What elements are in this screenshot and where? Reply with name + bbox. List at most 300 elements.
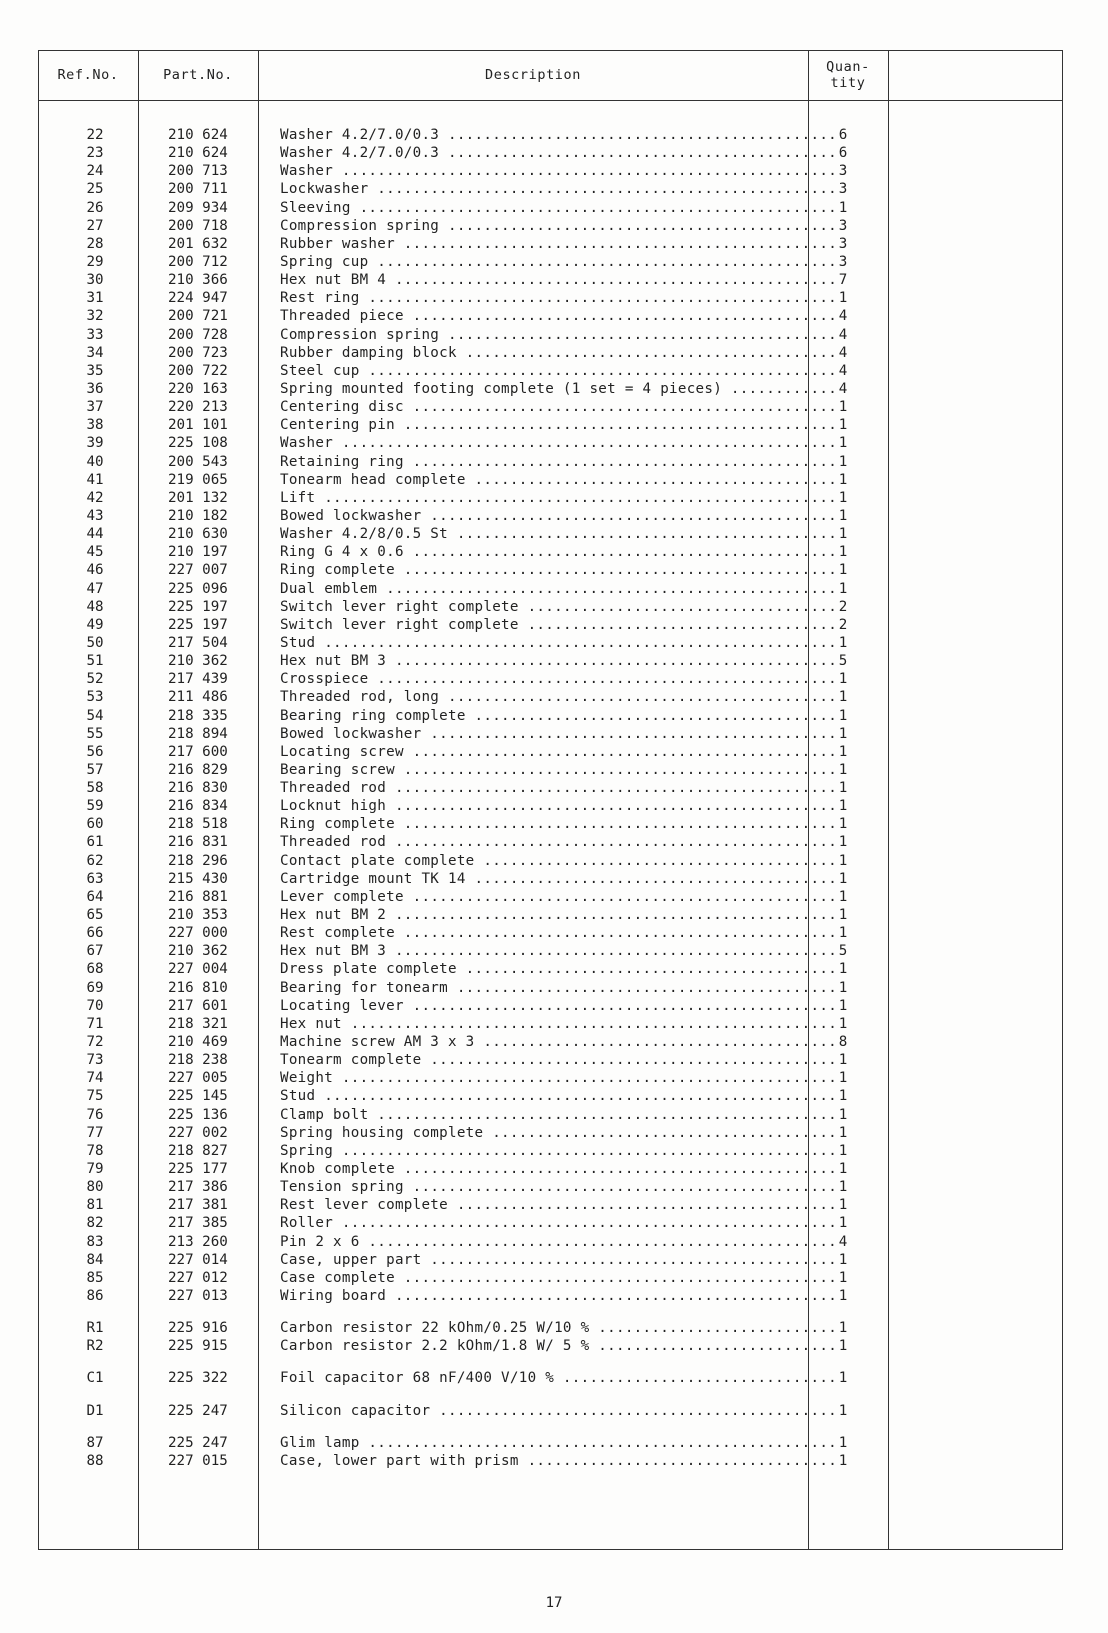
description-cell [276,833,835,851]
description-cell [276,344,835,362]
quantity-cell: 1 [838,199,848,216]
table-row [38,761,1063,779]
table-row [38,561,1063,579]
ref-no-cell: 58 [86,780,104,797]
description-text: Spring mounted footing complete (1 set = 4 pieces) [280,380,723,397]
description-text: Carbon resistor 2.2 kOhm/1.8 W/ 5 % [280,1338,590,1355]
quantity-cell: 1 [838,435,848,452]
leader-dots [386,798,835,814]
ref-no-cell: 30 [86,272,104,289]
description-cell [276,1287,835,1305]
table-row [38,362,1063,380]
leader-dots [395,562,835,578]
table-row [38,235,1063,253]
leader-dots [360,290,835,306]
part-no-cell: 225 177 [168,1161,228,1178]
table-row [38,1069,1063,1087]
description-text: Lift [280,489,316,506]
leader-dots [404,744,835,760]
part-no-cell: 225 197 [168,598,228,615]
description-cell [276,1251,835,1269]
description-cell [276,924,835,942]
description-text: Centering pin [280,417,395,434]
quantity-cell: 6 [838,145,848,162]
ref-no-cell: 56 [86,743,104,760]
quantity-cell: 1 [838,1251,848,1268]
table-row [38,942,1063,960]
leader-dots [404,889,835,905]
description-cell [276,217,835,235]
ref-no-cell: 38 [86,417,104,434]
leader-dots [342,1016,835,1032]
quantity-cell: 1 [838,1452,848,1469]
table-row [38,960,1063,978]
description-text: Ring G 4 x 0.6 [280,544,404,561]
leader-dots [404,998,835,1014]
description-cell [276,1319,835,1337]
description-text: Tonearm head complete [280,471,466,488]
leader-dots [404,1179,835,1195]
description-cell [276,707,835,725]
ref-no-cell: 32 [86,308,104,325]
ref-no-cell: 85 [86,1269,104,1286]
table-row [38,688,1063,706]
leader-dots [466,708,835,724]
leader-dots [360,1234,835,1250]
table-row [38,344,1063,362]
ref-no-cell: 82 [86,1215,104,1232]
part-no-cell: 225 915 [168,1338,228,1355]
part-no-cell: 210 366 [168,272,228,289]
header-ref-no: Ref.No. [57,67,119,83]
ref-no-cell: 72 [86,1034,104,1051]
quantity-cell: 1 [838,1215,848,1232]
description-text: Bearing screw [280,761,395,778]
ref-no-cell: 69 [86,979,104,996]
quantity-cell: 1 [838,907,848,924]
description-text: Foil capacitor 68 nF/400 V/10 % [280,1370,555,1387]
quantity-cell: 1 [838,852,848,869]
description-cell [276,725,835,743]
part-no-cell: 210 624 [168,127,228,143]
quantity-cell: 4 [838,344,848,361]
part-no-cell: 225 322 [168,1370,228,1387]
quantity-cell: 1 [838,780,848,797]
description-text: Crosspiece [280,671,369,688]
ref-no-cell: 55 [86,725,104,742]
description-text: Sleeving [280,199,351,216]
description-cell [276,162,835,180]
description-text: Ring complete [280,816,395,833]
description-cell [276,253,835,271]
ref-no-cell: 68 [86,961,104,978]
description-text: Case complete [280,1269,395,1286]
part-no-cell: 210 469 [168,1034,228,1051]
leader-dots [395,417,835,433]
leader-dots [448,526,835,542]
table-row [38,162,1063,180]
part-no-cell: 218 321 [168,1015,228,1032]
quantity-cell: 1 [838,1088,848,1105]
description-text: Carbon resistor 22 kOhm/0.25 W/10 % [280,1320,590,1337]
part-no-cell: 215 430 [168,870,228,887]
description-text: Rest ring [280,290,360,307]
table-row [38,1287,1063,1305]
description-text: Case, lower part with prism [280,1452,519,1469]
part-no-cell: 210 182 [168,507,228,524]
part-no-cell: 220 213 [168,399,228,416]
quantity-cell: 1 [838,544,848,561]
header-quantity-line2: tity [830,75,866,91]
ref-no-cell: 78 [86,1142,104,1159]
table-row [38,1051,1063,1069]
leader-dots [404,454,835,470]
description-cell [276,561,835,579]
quantity-cell: 1 [838,580,848,597]
leader-dots [448,1197,835,1213]
description-text: Compression spring [280,217,440,234]
quantity-cell: 1 [838,1106,848,1123]
leader-dots [386,943,835,959]
description-text: Weight [280,1070,334,1087]
table-row [38,1196,1063,1214]
part-no-cell: 224 947 [168,290,228,307]
quantity-cell: 1 [838,1288,848,1304]
part-no-cell: 200 723 [168,344,228,361]
part-no-cell: 225 136 [168,1106,228,1123]
description-text: Threaded rod, long [280,689,440,706]
table-row [38,1402,1063,1420]
description-cell [276,779,835,797]
part-no-cell: 217 439 [168,671,228,688]
description-cell [276,126,835,144]
quantity-cell: 1 [838,1434,848,1451]
ref-no-cell: 66 [86,925,104,942]
ref-no-cell: 23 [86,145,104,162]
description-text: Hex nut [280,1015,342,1032]
leader-dots [439,689,835,705]
ref-no-cell: 22 [86,127,104,143]
quantity-cell: 1 [838,1015,848,1032]
leader-dots [386,1288,835,1304]
description-text: Switch lever right complete [280,616,519,633]
description-cell [276,1337,835,1355]
quantity-cell: 1 [838,471,848,488]
description-text: Threaded rod [280,834,387,851]
description-cell [276,380,835,398]
leader-dots [483,1125,835,1141]
ref-no-cell: C1 [86,1370,104,1387]
table-row [38,271,1063,289]
part-no-cell: 227 005 [168,1070,228,1087]
table-row [38,1452,1063,1470]
quantity-cell: 1 [838,888,848,905]
table-row [38,1142,1063,1160]
quantity-cell: 1 [838,526,848,543]
part-no-cell: 210 630 [168,526,228,543]
description-cell [276,688,835,706]
table-row [38,1015,1063,1033]
ref-no-cell: 44 [86,526,104,543]
ref-no-cell: 81 [86,1197,104,1214]
ref-no-cell: 27 [86,217,104,234]
description-cell [276,1452,835,1470]
description-cell [276,199,835,217]
leader-dots [368,181,835,197]
description-text: Compression spring [280,326,440,343]
description-cell [276,543,835,561]
description-cell [276,307,835,325]
leader-dots [395,1161,835,1177]
part-no-cell: 225 145 [168,1088,228,1105]
leader-dots [430,1403,835,1419]
description-text: Threaded rod [280,780,387,797]
leader-dots [404,544,835,560]
leader-dots [466,871,835,887]
ref-no-cell: 61 [86,834,104,851]
ref-no-cell: 39 [86,435,104,452]
quantity-cell: 4 [838,326,848,343]
quantity-cell: 4 [838,362,848,379]
table-row [38,453,1063,471]
quantity-cell: 1 [838,761,848,778]
ref-no-cell: 84 [86,1251,104,1268]
quantity-cell: 1 [838,1052,848,1069]
quantity-cell: 1 [838,671,848,688]
table-row [38,1337,1063,1355]
table-row [38,725,1063,743]
leader-dots [722,381,835,397]
description-cell [276,434,835,452]
description-text: Rest lever complete [280,1197,448,1214]
ref-no-cell: 54 [86,707,104,724]
table-row [38,289,1063,307]
description-text: Switch lever right complete [280,598,519,615]
part-no-cell: 225 197 [168,616,228,633]
leader-dots [421,1252,835,1268]
ref-no-cell: 48 [86,598,104,615]
ref-no-cell: 40 [86,453,104,470]
leader-dots [439,327,835,343]
part-no-cell: 216 829 [168,761,228,778]
ref-no-cell: 87 [86,1434,104,1451]
part-no-cell: 200 728 [168,326,228,343]
leader-dots [457,961,835,977]
quantity-cell: 8 [838,1034,848,1051]
description-text: Spring cup [280,253,369,270]
description-text: Centering disc [280,399,404,416]
part-no-cell: 200 711 [168,181,228,198]
part-no-cell: 216 830 [168,780,228,797]
part-no-cell: 210 353 [168,907,228,924]
part-no-cell: 210 362 [168,653,228,670]
leader-dots [315,490,835,506]
description-cell [276,1178,835,1196]
description-cell [276,471,835,489]
table-row [38,670,1063,688]
description-text: Lever complete [280,888,404,905]
quantity-cell: 1 [838,798,848,815]
description-cell [276,1196,835,1214]
ref-no-cell: 79 [86,1161,104,1178]
description-cell [276,1106,835,1124]
quantity-cell: 1 [838,417,848,434]
ref-no-cell: D1 [86,1402,104,1419]
part-no-cell: 211 486 [168,689,228,706]
table-row [38,507,1063,525]
leader-dots [475,1034,835,1050]
description-cell [276,416,835,434]
part-no-cell: 209 934 [168,199,228,216]
quantity-cell: 1 [838,1070,848,1087]
table-row [38,471,1063,489]
leader-dots [404,399,835,415]
part-no-cell: 201 101 [168,417,228,434]
description-text: Hex nut BM 3 [280,943,387,960]
quantity-cell: 1 [838,489,848,506]
description-text: Cartridge mount TK 14 [280,870,466,887]
description-text: Bowed lockwasher [280,725,422,742]
description-text: Threaded piece [280,308,404,325]
ref-no-cell: 59 [86,798,104,815]
description-cell [276,1160,835,1178]
description-cell [276,761,835,779]
description-cell [276,634,835,652]
part-no-cell: 216 831 [168,834,228,851]
table-row [38,797,1063,815]
ref-no-cell: 65 [86,907,104,924]
leader-dots [466,472,835,488]
description-cell [276,1214,835,1232]
ref-no-cell: 35 [86,362,104,379]
quantity-cell: 5 [838,653,848,670]
table-row [38,598,1063,616]
table-row [38,870,1063,888]
part-no-cell: 225 247 [168,1434,228,1451]
table-row [38,1214,1063,1232]
leader-dots [386,834,835,850]
description-text: Locknut high [280,798,387,815]
part-no-cell: 217 386 [168,1179,228,1196]
description-cell [276,888,835,906]
quantity-cell: 3 [838,181,848,198]
description-text: Tension spring [280,1179,404,1196]
part-no-cell: 200 713 [168,163,228,180]
leader-dots [386,907,835,923]
ref-no-cell: 34 [86,344,104,361]
table-row [38,326,1063,344]
leader-dots [333,1143,835,1159]
table-row [38,1319,1063,1337]
part-no-cell: 219 065 [168,471,228,488]
table-row [38,525,1063,543]
quantity-cell: 5 [838,943,848,960]
part-no-cell: 200 712 [168,253,228,270]
table-row [38,398,1063,416]
leader-dots [360,1435,835,1451]
quantity-cell: 1 [838,1179,848,1196]
description-text: Wiring board [280,1288,387,1304]
table-body [38,126,1063,1470]
description-cell [276,670,835,688]
part-no-cell: 210 624 [168,145,228,162]
table-row [38,815,1063,833]
quantity-cell: 1 [838,1161,848,1178]
leader-dots [386,780,835,796]
description-text: Washer [280,435,334,452]
part-no-cell: 227 007 [168,562,228,579]
ref-no-cell: 47 [86,580,104,597]
leader-dots [395,236,835,252]
quantity-cell: 3 [838,235,848,252]
table-row [38,1087,1063,1105]
ref-no-cell: 43 [86,507,104,524]
table-row [38,743,1063,761]
ref-no-cell: 76 [86,1106,104,1123]
description-cell [276,489,835,507]
description-text: Retaining ring [280,453,404,470]
description-cell [276,870,835,888]
part-no-cell: 218 518 [168,816,228,833]
description-text: Hex nut BM 4 [280,272,387,289]
ref-no-cell: 60 [86,816,104,833]
description-text: Spring [280,1142,334,1159]
leader-dots [395,1270,835,1286]
leader-dots [439,145,835,161]
part-no-cell: 217 381 [168,1197,228,1214]
quantity-cell: 1 [838,562,848,579]
header-quantity-line1: Quan- [826,59,870,75]
description-text: Bowed lockwasher [280,507,422,524]
description-cell [276,652,835,670]
table-row [38,180,1063,198]
quantity-cell: 1 [838,1338,848,1355]
ref-no-cell: 45 [86,544,104,561]
ref-no-cell: 70 [86,997,104,1014]
description-cell [276,362,835,380]
description-cell [276,326,835,344]
ref-no-cell: 71 [86,1015,104,1032]
leader-dots [315,635,835,651]
description-cell [276,289,835,307]
ref-no-cell: R2 [86,1338,104,1355]
part-no-cell: 218 335 [168,707,228,724]
quantity-cell: 6 [838,127,848,143]
part-no-cell: 200 722 [168,362,228,379]
part-no-cell: 227 002 [168,1124,228,1141]
part-no-cell: 227 013 [168,1288,228,1304]
ref-no-cell: 88 [86,1452,104,1469]
description-cell [276,1051,835,1069]
description-cell [276,1269,835,1287]
ref-no-cell: 62 [86,852,104,869]
ref-no-cell: 25 [86,181,104,198]
table-row [38,434,1063,452]
description-text: Washer 4.2/8/0.5 St [280,526,448,543]
quantity-cell: 2 [838,598,848,615]
ref-no-cell: R1 [86,1320,104,1337]
description-cell [276,997,835,1015]
table-row [38,217,1063,235]
quantity-cell: 1 [838,1197,848,1214]
description-text: Dress plate complete [280,961,457,978]
leader-dots [421,1052,835,1068]
description-cell [276,906,835,924]
leader-dots [315,1088,835,1104]
part-no-cell: 201 632 [168,235,228,252]
table-row [38,1124,1063,1142]
description-text: Washer 4.2/7.0/0.3 [280,145,440,162]
